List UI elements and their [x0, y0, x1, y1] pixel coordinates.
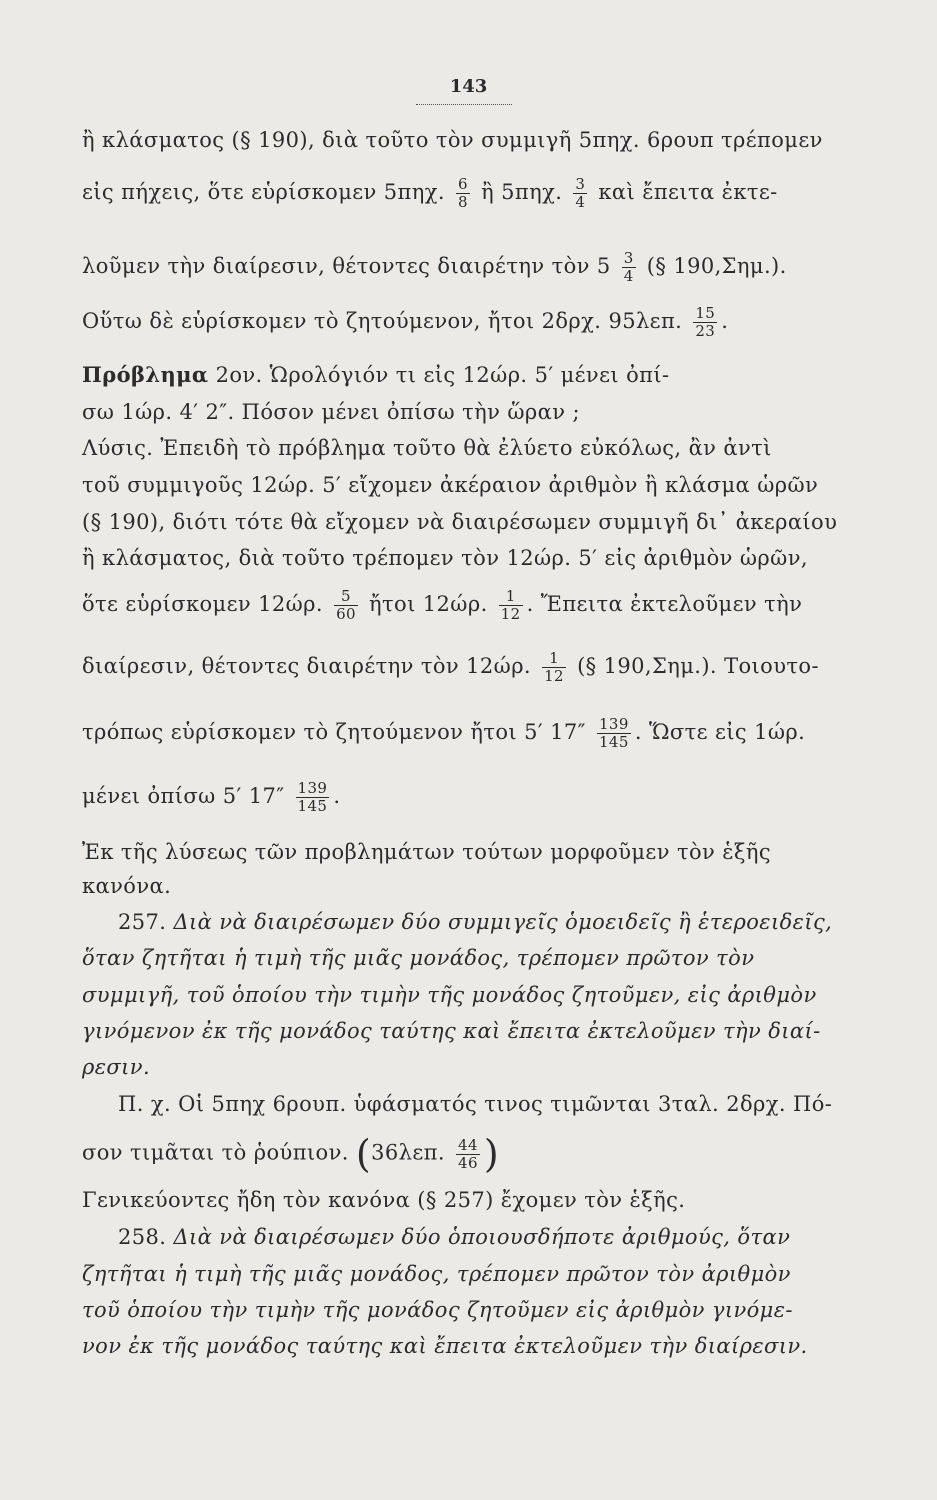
text-line: ὅτε εὑρίσκομεν 12ώρ. $\frac{5}{60}$ ἤτοι 12ώρ. $\frac{1}{12}$ . Ἔπειτα ἐκτελοῦμεν τὴν: [82, 587, 803, 623]
text-line: νον ἐκ τῆς μονάδος ταύτης καὶ ἔπειτα ἐκτελοῦμεν τὴν διαίρεσιν.: [82, 1334, 808, 1358]
fraction: $\frac{3}{4}$: [575, 175, 586, 211]
rule-258: 258. Διὰ νὰ διαιρέσωμεν δύο ὁποιουσδήποτε ἀριθμούς, ὅταν: [118, 1225, 791, 1249]
text-line: Π. χ. Οἱ 5πηχ 6ρουπ. ὑφάσματός τινος τιμῶνται 3ταλ. 2δρχ. Πό-: [118, 1092, 833, 1116]
text-line: ἢ κλάσματος, διὰ τοῦτο τρέπομεν τὸν 12ώρ. 5′ εἰς ἀριθμὸν ὡρῶν,: [82, 546, 808, 570]
text-line: τρόπως εὑρίσκομεν τὸ ζητούμενον ἤτοι 5′ 17″ $\frac{139}{145}$ . Ὥστε εἰς 1ώρ.: [82, 715, 806, 751]
text-line: Λύσις. Ἐπειδὴ τὸ πρόβλημα τοῦτο θὰ ἐλύετο εὐκόλως, ἂν ἀντὶ: [82, 436, 772, 460]
page-number: 143: [449, 76, 488, 97]
text-line: σον τιμᾶται τὸ ῥούπιον. (36λεπ. $\frac{44}{46}$ ): [82, 1132, 500, 1176]
page-number-rule: [416, 104, 512, 105]
text-line: Γενικεύοντες ἤδη τὸν κανόνα (§ 257) ἔχομεν τὸν ἑξῆς.: [82, 1188, 686, 1212]
text-line: Πρόβλημα 2ον. Ὡρολόγιόν τι εἰς 12ώρ. 5′ μένει ὀπί-: [82, 362, 670, 387]
section-number: 258.: [118, 1225, 167, 1249]
text-line: Ἐκ τῆς λύσεως τῶν προβλημάτων τούτων μορφοῦμεν τὸν ἑξῆς: [82, 840, 772, 864]
text-line: κανόνα.: [82, 874, 172, 898]
fraction: $\frac{1}{12}$: [544, 649, 564, 685]
fraction: $\frac{6}{8}$: [458, 175, 468, 211]
text-line: Οὕτω δὲ εὑρίσκομεν τὸ ζητούμενον, ἤτοι 2δρχ. 95λεπ. $\frac{15}{23}$ .: [82, 304, 729, 340]
text-line: διαίρεσιν, θέτοντες διαιρέτην τὸν 12ώρ. $\frac{1}{12}$ (§ 190,Σημ.). Τοιουτο-: [82, 649, 819, 685]
text-line: σω 1ώρ. 4′ 2″. Πόσον μένει ὀπίσω τὴν ὥραν ;: [82, 400, 580, 424]
fraction: $\frac{3}{4}$: [623, 249, 634, 285]
text-line: ζητῆται ἡ τιμὴ τῆς μιᾶς μονάδος, τρέπομεν πρῶτον τὸν ἀριθμὸν: [82, 1262, 791, 1286]
text-line: λοῦμεν τὴν διαίρεσιν, θέτοντες διαιρέτην τὸν 5 $\frac{3}{4}$ (§ 190,Σημ.).: [82, 249, 787, 285]
text-line: ἢ κλάσματος (§ 190), διὰ τοῦτο τὸν συμμιγῆ 5πηχ. 6ρουπ τρέπομεν: [82, 128, 823, 152]
text-line: εἰς πήχεις, ὅτε εὑρίσκομεν 5πηχ. $\frac{6}{8}$ ἢ 5πηχ. $\frac{3}{4}$ καὶ ἔπειτα ἐκτε-: [82, 175, 778, 211]
text-line: ὅταν ζητῆται ἡ τιμὴ τῆς μιᾶς μονάδος, τρέπομεν πρῶτον τὸν: [82, 946, 755, 970]
fraction: $\frac{1}{12}$: [500, 587, 521, 623]
text-line: τοῦ ὁποίου τὴν τιμὴν τῆς μονάδος ζητοῦμεν εἰς ἀριθμὸν γινόμε-: [82, 1298, 793, 1322]
text-line: μένει ὀπίσω 5′ 17″ $\frac{139}{145}$ .: [82, 779, 341, 815]
text-line: συμμιγῆ, τοῦ ὁποίου τὴν τιμὴν τῆς μονάδος ζητοῦμεν, εἰς ἀριθμὸν: [82, 983, 817, 1007]
fraction: $\frac{15}{23}$: [695, 304, 716, 340]
fraction: $\frac{5}{60}$: [336, 587, 356, 623]
rule-257: 257. Διὰ νὰ διαιρέσωμεν δύο συμμιγεῖς ὁμοειδεῖς ἢ ἑτεροειδεῖς,: [118, 910, 833, 934]
text-line: τοῦ συμμιγοῦς 12ώρ. 5′ εἴχομεν ἀκέραιον ἀριθμὸν ἢ κλάσμα ὡρῶν: [82, 473, 819, 497]
fraction: $\frac{139}{145}$: [297, 779, 328, 815]
section-number: 257.: [118, 910, 167, 934]
fraction: $\frac{44}{46}$: [458, 1135, 478, 1172]
text-line: γινόμενον ἐκ τῆς μονάδος ταύτης καὶ ἔπειτα ἐκτελοῦμεν τὴν διαί-: [82, 1019, 821, 1043]
problem-heading: Πρόβλημα: [82, 362, 209, 387]
text-line: (§ 190), διότι τότε θὰ εἴχομεν νὰ διαιρέσωμεν συμμιγῆ δι᾽ ἀκεραίου: [82, 510, 838, 534]
text-line: ρεσιν.: [82, 1055, 151, 1079]
fraction: $\frac{139}{145}$: [598, 715, 629, 751]
